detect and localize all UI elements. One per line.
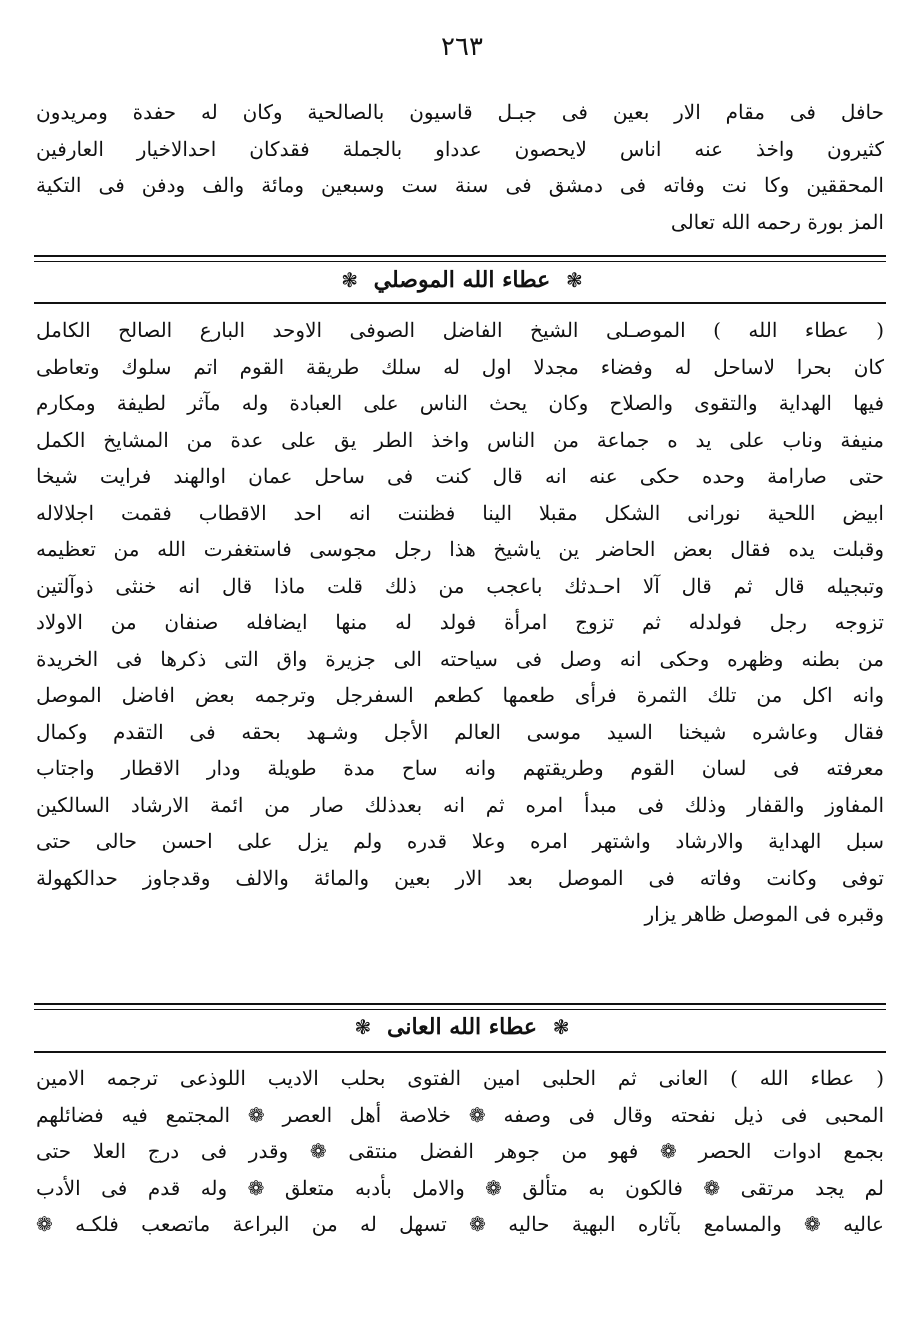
text-line: وانه اكل من تلك الثمرة فرأى طعمها كطعم السفرجل وترجمه بعض افاضل الموصل [36, 683, 884, 707]
text-line: ابيض اللحية نورانى الشكل مقبلا الينا فظننت انه احد الاقطاب فقمت اجلالاله [36, 500, 884, 525]
ornament-icon: ❃ [552, 1015, 570, 1039]
entry-ata-allah-mawsili [36, 312, 884, 933]
text-line: كثيرون واخذ عنه اناس لايحصون عدداو بالجملة فقدكان احدالاخيار العارفين [36, 136, 884, 161]
text-line: حافل فى مقام الار بعين فى جبـل قاسيون بالصالحية وكان له حفدة ومريدون [36, 100, 884, 124]
text-line: لم يجد مرتقى ❁ فالكون به متألق ❁ والامل بأدبه متعلق ❁ وله قدم فى الأدب [36, 1175, 884, 1200]
text-line: تزوجه رجل فولدله ثم تزوج امرأة فولد له منها ايضافله صنفان من الاولاد [36, 610, 884, 634]
text-line: حتى صارامة وحده حكى عنه انه قال كنت فى ساحل عمان اوالهند فرايت شيخا [36, 464, 884, 488]
continued-entry [36, 94, 884, 240]
ornament-icon: ❃ [354, 1015, 372, 1039]
text-line: وتبجيله قال ثم قال آلا احـدثك باعجب من ذلك قلت ماذا قال انه خنثى ذوآلتين [36, 573, 884, 598]
text-line: المفاوز والقفار وذلك فى مبدأ امره ثم انه بعدذلك صار من ائمة الارشاد السالكين [36, 792, 884, 817]
text-line: ( عطاء الله ) الموصـلى الشيخ الفاضل الصوفى الاوحد البارع الصالح الكامل [36, 318, 884, 342]
section-title: عطاء الله العانى [386, 1014, 538, 1040]
text-line: المز بورة رحمه الله تعالى [670, 209, 884, 234]
section-divider [34, 1003, 886, 1010]
text-line: سبل الهداية والارشاد واشتهر امره وعلا قدره ولم يزل على احسن حالى حتى [36, 829, 884, 853]
text-line: بجمع ادوات الحصر ❁ فهو من جوهر الفضل منتقى ❁ وقدر فى درج العلا حتى [36, 1139, 884, 1163]
text-line: من بطنه وظهره وحكى انه وصل فى سياحته الى جزيرة واق التى ذكرها فى الخريدة [36, 646, 884, 671]
text-line: توفى وكانت وفاته فى الموصل بعد الار بعين والمائة والالف وقدجاوز حدالكهولة [36, 865, 884, 890]
text-line: عاليه ❁ والمسامع بآثاره البهية حاليه ❁ تسهل له من البراعة ماتصعب فلكـه ❁ [36, 1212, 884, 1236]
ornament-icon: ❃ [341, 268, 358, 292]
text-line: وقبره فى الموصل ظاهر يزار [644, 902, 884, 926]
text-line: فيها الهداية والتقوى والصلاح وكان يحث الناس على العبادة وله مآثر لطيفة ومكارم [36, 391, 884, 415]
heading-underline [34, 1051, 886, 1053]
section-title: عطاء الله الموصلي [373, 267, 551, 293]
text-line: وقبلت يده فقال بعض الحاضر ين ياشيخ هذا رجل مجوسى فاستغفرت الله من تعظيمه [36, 537, 884, 561]
text-line: المحبى فى ذيل نفحته وقال فى وصفه ❁ خلاصة أهل العصر ❁ المجتمع فيه فضائلهم [36, 1102, 884, 1127]
text-line: ( عطاء الله ) العانى ثم الحلبى امين الفتوى بحلب الاديب اللوذعى ترجمه الامين [36, 1066, 884, 1090]
text-line: كان بحرا لاساحل له وفضاء مجدلا اول له سلك طريقة القوم اتم سلوك وتعاطى [36, 354, 884, 379]
entry-ata-allah-ani [36, 1060, 884, 1243]
section-heading [0, 263, 924, 297]
text-line: المحققين وكا نت وفاته فى دمشق فى سنة ست وسبعين ومائة والف ودفن فى التكية [36, 173, 884, 197]
text-line: منيفة وناب على يد ه جماعة من الناس واخذ الطر يق على عدة من المشايخ الكمل [36, 427, 884, 452]
page-number: ٢٦٣ [441, 32, 483, 62]
section-divider [34, 255, 886, 262]
heading-underline [34, 302, 886, 304]
ornament-icon: ❃ [565, 268, 583, 292]
text-line: فقال وعاشره شيخنا السيد موسى العالم الأجل وشـهد بحقه فى التقدم وكمال [36, 719, 884, 744]
text-line: معرفته فى لسان القوم وطريقتهم وانه ساح مدة طويلة ودار الاقطار واجتاب [36, 756, 884, 780]
section-heading [0, 1010, 924, 1044]
